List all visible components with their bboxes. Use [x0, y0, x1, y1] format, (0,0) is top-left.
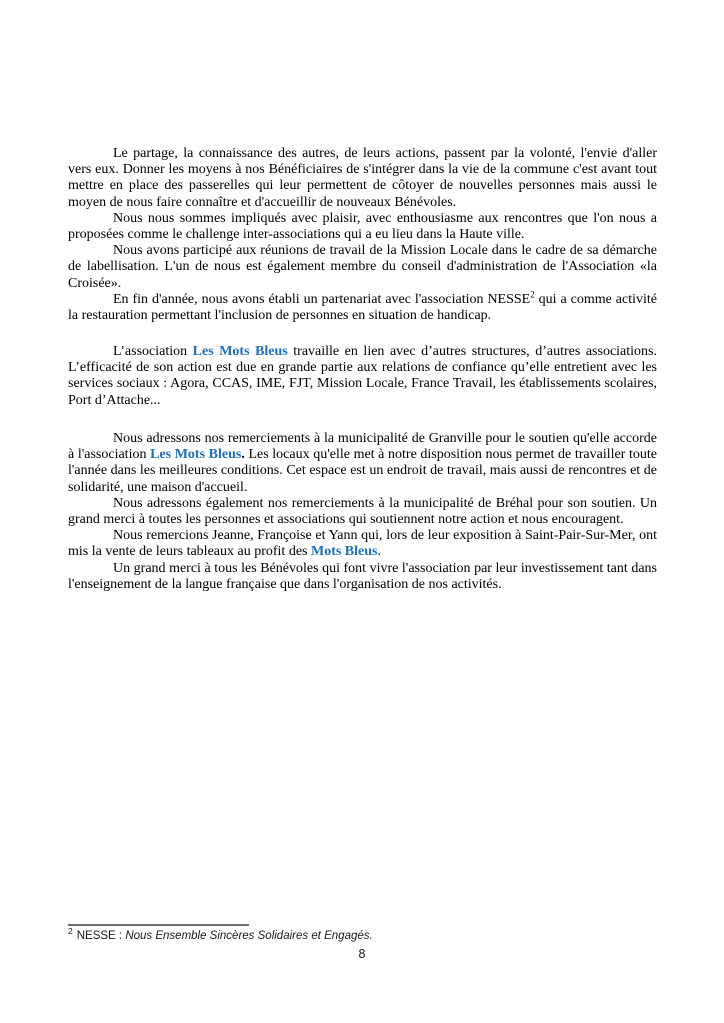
- association-name: Mots Bleus: [310, 544, 378, 560]
- text-run: Nous nous sommes impliqués avec plaisir, avec enthousiasme aux rencontres que l'on nous a proposées comme le challenge inter-associations qui a eu lieu dans la Haute ville.: [68, 210, 657, 243]
- text-run: .: [377, 544, 381, 560]
- text-run: qui a comme activité la restauration permettant l'inclusion de personnes en situation de handicap.: [68, 291, 657, 324]
- text-run: Nous avons participé aux réunions de travail de la Mission Locale dans le cadre de sa démarche de labellisation. L'un de nous est également membre du conseil d'administration de l'Association «la Croisée».: [68, 243, 657, 291]
- footnote-reference: 2: [530, 289, 535, 300]
- text-run: .: [241, 447, 245, 463]
- footnote-marker: 2: [68, 926, 73, 937]
- paragraph: [68, 431, 657, 496]
- footnote: [68, 926, 657, 943]
- text-run: En fin d'année, nous avons établi un partenariat avec l'association NESSE: [113, 291, 531, 307]
- paragraph: [68, 561, 657, 593]
- association-name: Les Mots Bleus: [192, 344, 288, 359]
- text-run: Nous adressons nos remerciements à la municipalité de Granville pour le soutien qu'elle accorde à l'association: [68, 431, 657, 463]
- body-text-block-1: [68, 146, 657, 324]
- footnote-separator-line: [68, 924, 249, 926]
- body-text-block-3: [68, 431, 657, 593]
- body-text-block-2: [68, 344, 657, 409]
- text-run: travaille en lien avec d’autres structures, d’autres associations. L’efficacité de son action est due en grande partie aux relations de confiance qu’elle entretient avec les services sociaux : Agora, CCAS, IME, FJT, Mission Locale, France Travail, les établissements scolaires, Port d’Attache...: [68, 344, 657, 408]
- text-run: Les locaux qu'elle met à notre disposition nous permet de travailler toute l'année dans les meilleures conditions. Cet espace est un endroit de travail, mais aussi de rencontres et de solidarité, une maison d'accueil.: [68, 447, 657, 495]
- paragraph: [68, 243, 657, 292]
- paragraph: [68, 289, 657, 324]
- paragraph: [68, 211, 657, 243]
- text-run: Un grand merci à tous les Bénévoles qui font vivre l'association par leur investissement tant dans l'enseignement de la langue française que dans l'organisation de nos activités.: [68, 560, 657, 592]
- text-run: Nous adressons également nos remerciements à la municipalité de Bréhal pour son soutien. Un grand merci à toutes les personnes et associations qui soutiennent notre action et nous encouragent.: [68, 495, 657, 528]
- association-name: Les Mots Bleus: [150, 447, 242, 463]
- paragraph: [68, 496, 657, 528]
- paragraph: [68, 146, 657, 211]
- paragraph: [68, 344, 657, 409]
- paragraph: [68, 528, 657, 560]
- text-run: Nous remercions Jeanne, Françoise et Yann qui, lors de leur exposition à Saint-Pair-Sur-Mer, ont mis la vente de leurs tableaux au profit des: [68, 528, 657, 560]
- footnote-definition: Nous Ensemble Sincères Solidaires et Engagés.: [125, 930, 373, 942]
- text-run: Le partage, la connaissance des autres, de leurs actions, passent par la volonté, l'envie d'aller vers eux. Donner les moyens à nos Bénéficiaires de s'intégrer dans la vie de la commune c'est avant tout mettre en place des passerelles qui leur permettent de côtoyer de nouvelles personnes mais aussi le moyen de nous faire connaître et d'accueillir de nouveaux Bénévoles.: [68, 146, 657, 210]
- footnote-label: NESSE :: [76, 930, 126, 942]
- page-number: 8: [358, 947, 366, 961]
- text-run: L’association: [113, 344, 193, 359]
